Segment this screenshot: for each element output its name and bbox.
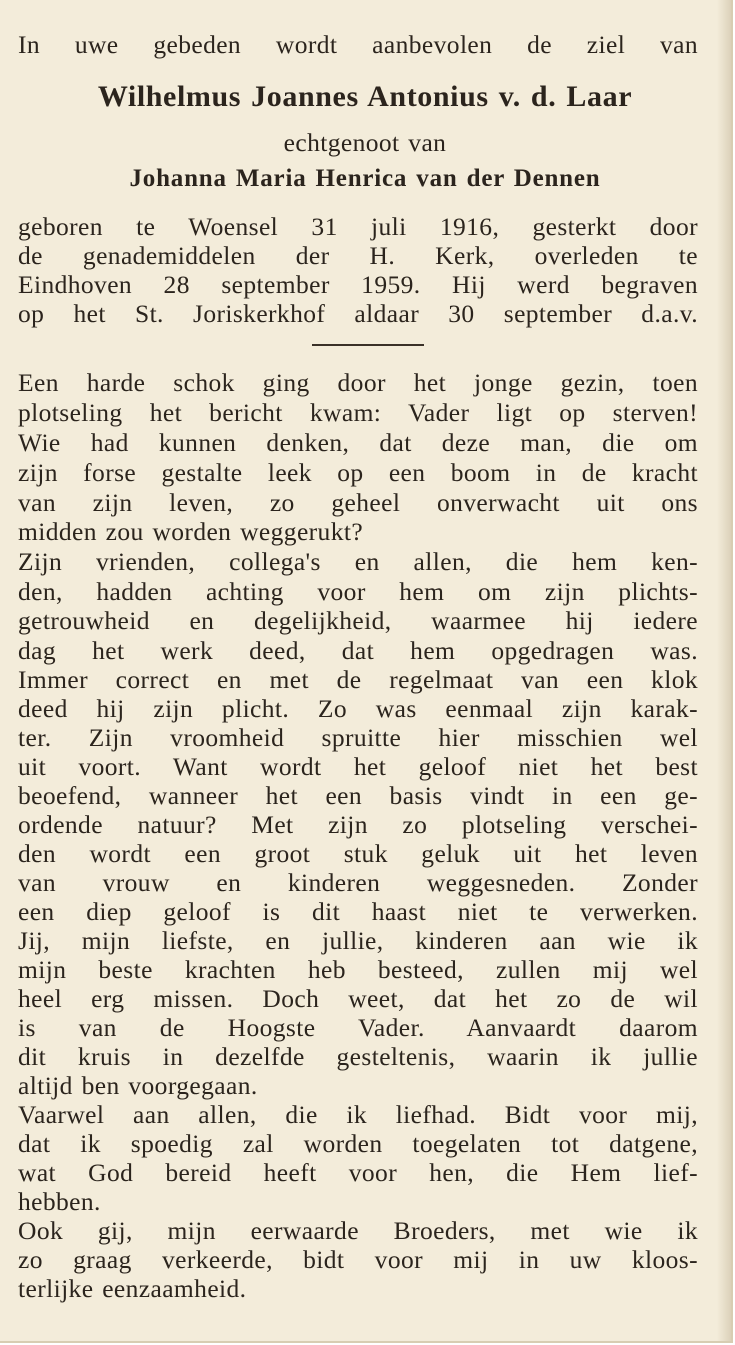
body-line: beoefend, wanneer het een basis vindt in een ge-: [18, 781, 698, 810]
deceased-name: Wilhelmus Joannes Antonius v. d. Laar: [97, 80, 633, 113]
intro-line: In uwe gebeden wordt aanbevolen de ziel van: [18, 30, 698, 59]
body-line: dag het werk deed, dat hem opgedragen was.: [18, 636, 698, 665]
body-line: Jij, mijn liefste, en jullie, kinderen aan wie ik: [18, 926, 698, 955]
body-line: een diep geloof is dit haast niet te verwerken.: [18, 897, 698, 926]
details-line: de genademiddelen der H. Kerk, overleden te: [18, 241, 698, 270]
details-line: op het St. Joriskerkhof aldaar 30 september d.a.v.: [18, 299, 698, 328]
body-line: Vaarwel aan allen, die ik liefhad. Bidt voor mij,: [18, 1100, 698, 1129]
body-line: ter. Zijn vroomheid spruitte hier misschien wel: [18, 723, 698, 752]
details-line: geboren te Woensel 31 juli 1916, gesterkt door: [18, 212, 698, 241]
body-line: midden zou worden weggerukt?: [18, 517, 364, 546]
divider-rule: [312, 344, 424, 346]
body-line: uit voort. Want wordt het geloof niet het best: [18, 752, 698, 781]
body-line: den wordt een groot stuk geluk uit het leven: [18, 839, 698, 868]
body-line: plotseling het bericht kwam: Vader ligt op sterven!: [18, 398, 698, 427]
body-line: van zijn leven, zo geheel onverwacht uit ons: [18, 488, 698, 517]
body-line: Immer correct en met de regelmaat van een klok: [18, 665, 698, 694]
body-line: ordende natuur? Met zijn zo plotseling verschei-: [18, 810, 698, 839]
card-edge-shadow: [717, 0, 731, 1341]
body-line: Ook gij, mijn eerwaarde Broeders, met wie ik: [18, 1216, 698, 1245]
body-line: Zijn vrienden, collega's en allen, die hem ken-: [18, 547, 698, 576]
body-line: Een harde schok ging door het jonge gezin, toen: [18, 368, 698, 397]
relation-line: echtgenoot van: [283, 128, 447, 157]
body-line: dat ik spoedig zal worden toegelaten tot datgene,: [18, 1129, 698, 1158]
body-line: deed hij zijn plicht. Zo was eenmaal zijn karak-: [18, 694, 698, 723]
body-line: terlijke eenzaamheid.: [18, 1274, 247, 1303]
body-line: Wie had kunnen denken, dat deze man, die om: [18, 428, 698, 457]
spouse-name: Johanna Maria Henrica van der Dennen: [129, 165, 601, 192]
body-line: mijn beste krachten heb besteed, zullen mij wel: [18, 955, 698, 984]
body-line: zijn forse gestalte leek op een boom in de kracht: [18, 458, 698, 487]
body-line: hebben.: [18, 1187, 101, 1216]
body-line: altijd ben voorgegaan.: [18, 1071, 258, 1100]
body-line: zo graag verkeerde, bidt voor mij in uw kloos-: [18, 1245, 698, 1274]
details-line: Eindhoven 28 september 1959. Hij werd begraven: [18, 270, 698, 299]
body-line: van vrouw en kinderen weggesneden. Zonder: [18, 868, 698, 897]
body-line: getrouwheid en degelijkheid, waarmee hij iedere: [18, 606, 698, 635]
body-line: is van de Hoogste Vader. Aanvaardt daarom: [18, 1013, 698, 1042]
body-line: den, hadden achting voor hem om zijn plichts-: [18, 577, 698, 606]
body-line: dit kruis in dezelfde gesteltenis, waarin ik jullie: [18, 1042, 698, 1071]
body-line: wat God bereid heeft voor hen, die Hem lief-: [18, 1158, 698, 1187]
body-line: heel erg missen. Doch weet, dat het zo de wil: [18, 984, 698, 1013]
